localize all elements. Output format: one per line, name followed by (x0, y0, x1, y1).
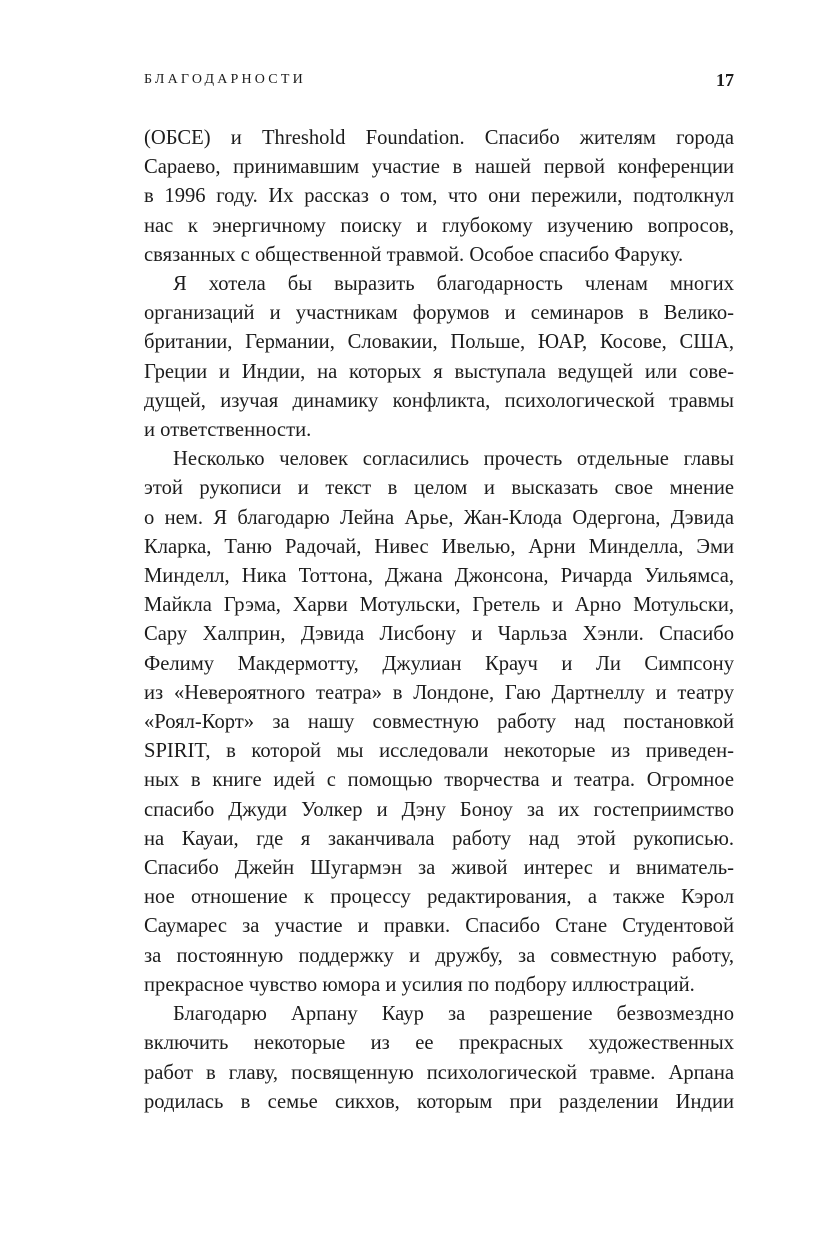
text-line: спасибо Джуди Уолкер и Дэну Боноу за их гостеприимство (144, 798, 734, 821)
text-line: Сару Халприн, Дэвида Лисбону и Чарльза Хэнли. Спасибо (144, 623, 734, 646)
paragraph (144, 270, 734, 445)
paragraph (144, 124, 734, 270)
text-line: (ОБСЕ) и Threshold Foundation. Спасибо жителям города (144, 127, 734, 149)
text-line: за постоянную поддержку и дружбу, за совместную работу, (144, 944, 734, 967)
text-line: британии, Германии, Словакии, Польше, ЮАР, Косове, США, (144, 331, 734, 354)
section-title: БЛАГОДАРНОСТИ (144, 72, 306, 87)
text-line: работ в главу, посвященную психологической травме. Арпана (144, 1061, 734, 1084)
text-line: Кларка, Таню Радочай, Нивес Ивелью, Арни Минделла, Эми (144, 535, 734, 558)
text-line: связанных с общественной травмой. Особое спасибо Фаруку. (144, 243, 684, 266)
text-line: ных в книге идей с помощью творчества и театра. Огромное (144, 769, 734, 792)
text-line: из «Невероятного театра» в Лондоне, Гаю Дартнеллу и театру (144, 681, 734, 704)
text-line: организаций и участникам форумов и семинаров в Велико- (144, 302, 734, 325)
paragraph (144, 445, 734, 1000)
text-line: SPIRIT, в которой мы исследовали некоторые из приведен- (144, 740, 734, 763)
text-line: Фелиму Макдермотту, Джулиан Крауч и Ли Симпсону (144, 652, 734, 675)
text-line: дущей, изучая динамику конфликта, психологической травмы (144, 389, 734, 412)
text-line: Майкла Грэма, Харви Мотульски, Гретель и Арно Мотульски, (144, 594, 734, 617)
text-line: Саумарес за участие и правки. Спасибо Стане Студентовой (144, 915, 734, 938)
text-line: нас к энергичному поиску и глубокому изучению вопросов, (144, 214, 734, 237)
text-line: о нем. Я благодарю Лейна Арье, Жан-Клода Одергона, Дэвида (144, 506, 734, 529)
text-line: Благодарю Арпану Каур за разрешение безвозмездно (173, 1003, 734, 1026)
text-line: Несколько человек согласились прочесть отдельные главы (173, 448, 734, 471)
body-text (144, 124, 734, 1117)
page-number: 17 (716, 70, 734, 90)
paragraph (144, 1000, 734, 1117)
text-line: родилась в семье сикхов, которым при разделении Индии (144, 1090, 734, 1113)
text-line: включить некоторые из ее прекрасных художественных (144, 1032, 734, 1055)
text-line: Минделл, Ника Тоттона, Джана Джонсона, Ричарда Уильямса, (144, 565, 734, 588)
text-line: этой рукописи и текст в целом и высказать свое мнение (144, 477, 734, 500)
running-head (144, 68, 734, 96)
text-line: «Роял-Корт» за нашу совместную работу над постановкой (144, 711, 734, 734)
text-line: Греции и Индии, на которых я выступала ведущей или сове- (144, 360, 734, 383)
text-line: Сараево, принимавшим участие в нашей первой конференции (144, 156, 734, 179)
text-line: прекрасное чувство юмора и усилия по подбору иллюстраций. (144, 973, 695, 996)
text-line: Я хотела бы выразить благодарность членам многих (173, 273, 734, 296)
text-line: в 1996 году. Их рассказ о том, что они пережили, подтолкнул (144, 185, 734, 208)
text-line: Спасибо Джейн Шугармэн за живой интерес и вниматель- (144, 857, 734, 880)
text-line: и ответственности. (144, 419, 312, 442)
text-line: ное отношение к процессу редактирования, а также Кэрол (144, 886, 734, 909)
text-line: на Кауаи, где я заканчивала работу над этой рукописью. (144, 827, 734, 850)
